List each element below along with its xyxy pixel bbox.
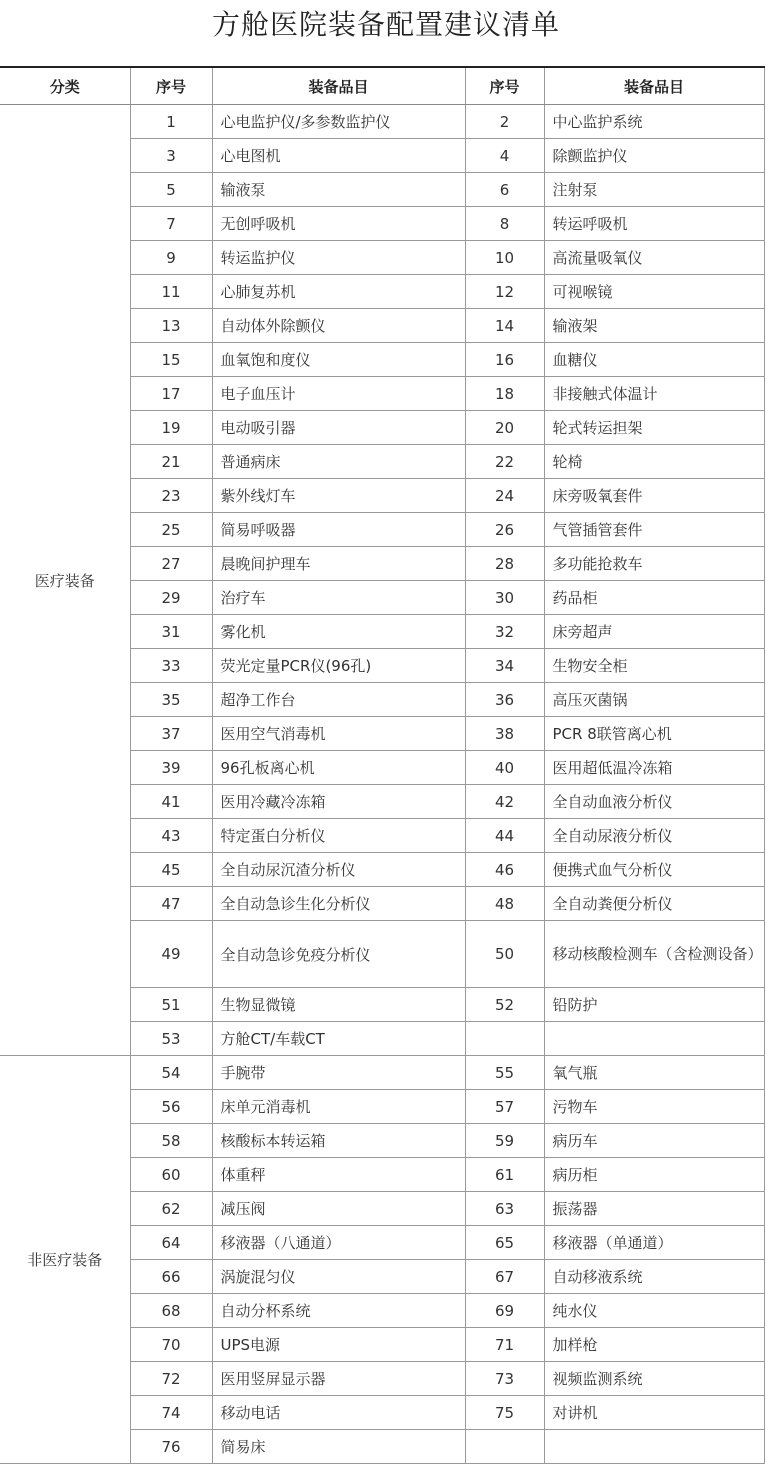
seq-a-cell: 68 (130, 1294, 212, 1328)
seq-a-cell: 51 (130, 988, 212, 1022)
item-b-cell: 床旁超声 (544, 615, 764, 649)
seq-a-cell: 66 (130, 1260, 212, 1294)
item-a-cell: 移动电话 (212, 1396, 465, 1430)
seq-a-cell: 31 (130, 615, 212, 649)
seq-a-cell: 62 (130, 1192, 212, 1226)
item-a-cell: 输液泵 (212, 173, 465, 207)
seq-a-cell: 35 (130, 683, 212, 717)
seq-a-cell: 70 (130, 1328, 212, 1362)
item-a-cell: 床单元消毒机 (212, 1090, 465, 1124)
item-b-cell: 气管插管套件 (544, 513, 764, 547)
item-b-cell: 铅防护 (544, 988, 764, 1022)
item-b-cell: 生物安全柜 (544, 649, 764, 683)
seq-b-cell: 8 (465, 207, 544, 241)
item-a-cell: 96孔板离心机 (212, 751, 465, 785)
seq-b-cell: 61 (465, 1158, 544, 1192)
seq-b-cell: 71 (465, 1328, 544, 1362)
seq-a-cell: 17 (130, 377, 212, 411)
seq-a-cell: 72 (130, 1362, 212, 1396)
item-b-cell: PCR 8联管离心机 (544, 717, 764, 751)
seq-a-cell: 64 (130, 1226, 212, 1260)
seq-b-cell: 65 (465, 1226, 544, 1260)
seq-b-cell: 14 (465, 309, 544, 343)
item-b-cell: 加样枪 (544, 1328, 764, 1362)
seq-a-cell: 54 (130, 1056, 212, 1090)
item-b-cell: 高压灭菌锅 (544, 683, 764, 717)
seq-b-cell: 48 (465, 887, 544, 921)
seq-b-cell: 32 (465, 615, 544, 649)
item-b-cell (544, 1022, 764, 1056)
item-b-cell: 全自动血液分析仪 (544, 785, 764, 819)
item-a-cell: 手腕带 (212, 1056, 465, 1090)
item-b-cell: 氧气瓶 (544, 1056, 764, 1090)
seq-b-cell: 44 (465, 819, 544, 853)
seq-b-cell: 24 (465, 479, 544, 513)
seq-a-cell: 39 (130, 751, 212, 785)
item-b-cell: 病历车 (544, 1124, 764, 1158)
seq-b-cell: 4 (465, 139, 544, 173)
item-a-cell: 超净工作台 (212, 683, 465, 717)
seq-b-cell: 40 (465, 751, 544, 785)
seq-b-cell: 59 (465, 1124, 544, 1158)
seq-a-cell: 37 (130, 717, 212, 751)
table-header-row (0, 67, 764, 105)
seq-a-cell: 43 (130, 819, 212, 853)
item-b-cell: 轮椅 (544, 445, 764, 479)
item-a-cell: 核酸标本转运箱 (212, 1124, 465, 1158)
item-b-cell: 视频监测系统 (544, 1362, 764, 1396)
seq-b-cell: 16 (465, 343, 544, 377)
seq-b-cell: 42 (465, 785, 544, 819)
seq-b-cell: 18 (465, 377, 544, 411)
seq-a-cell: 9 (130, 241, 212, 275)
seq-a-cell: 33 (130, 649, 212, 683)
item-b-cell: 轮式转运担架 (544, 411, 764, 445)
item-a-cell: 自动体外除颤仪 (212, 309, 465, 343)
item-b-cell: 血糖仪 (544, 343, 764, 377)
seq-a-cell: 53 (130, 1022, 212, 1056)
seq-b-cell: 73 (465, 1362, 544, 1396)
item-b-cell: 非接触式体温计 (544, 377, 764, 411)
item-b-cell: 便携式血气分析仪 (544, 853, 764, 887)
seq-a-cell: 3 (130, 139, 212, 173)
seq-b-cell: 36 (465, 683, 544, 717)
table-row (0, 1056, 764, 1090)
item-a-cell: 治疗车 (212, 581, 465, 615)
seq-b-cell (465, 1022, 544, 1056)
seq-b-cell: 52 (465, 988, 544, 1022)
item-a-cell: 涡旋混匀仪 (212, 1260, 465, 1294)
seq-b-cell: 2 (465, 105, 544, 139)
seq-b-cell: 20 (465, 411, 544, 445)
seq-b-cell: 55 (465, 1056, 544, 1090)
item-b-cell: 可视喉镜 (544, 275, 764, 309)
item-b-cell (544, 1430, 764, 1464)
seq-a-cell: 41 (130, 785, 212, 819)
seq-b-cell: 63 (465, 1192, 544, 1226)
seq-b-cell: 26 (465, 513, 544, 547)
item-b-cell: 全自动尿液分析仪 (544, 819, 764, 853)
item-a-cell: 特定蛋白分析仪 (212, 819, 465, 853)
item-b-cell: 床旁吸氧套件 (544, 479, 764, 513)
seq-a-cell: 21 (130, 445, 212, 479)
item-a-cell: 无创呼吸机 (212, 207, 465, 241)
seq-b-cell: 6 (465, 173, 544, 207)
seq-a-cell: 25 (130, 513, 212, 547)
equipment-table (0, 66, 765, 1464)
item-b-cell: 对讲机 (544, 1396, 764, 1430)
item-b-cell: 高流量吸氧仪 (544, 241, 764, 275)
item-b-cell: 移液器（单通道） (544, 1226, 764, 1260)
seq-a-cell: 19 (130, 411, 212, 445)
seq-b-cell (465, 1430, 544, 1464)
item-a-cell: 医用冷藏冷冻箱 (212, 785, 465, 819)
seq-a-cell: 74 (130, 1396, 212, 1430)
header-seq-b: 序号 (465, 67, 544, 105)
seq-a-cell: 29 (130, 581, 212, 615)
item-b-cell: 输液架 (544, 309, 764, 343)
seq-a-cell: 49 (130, 921, 212, 988)
item-a-cell: 自动分杯系统 (212, 1294, 465, 1328)
item-b-cell: 振荡器 (544, 1192, 764, 1226)
seq-a-cell: 45 (130, 853, 212, 887)
item-a-cell: 简易呼吸器 (212, 513, 465, 547)
item-b-cell: 污物车 (544, 1090, 764, 1124)
category-non-medical: 非医疗装备 (0, 1056, 130, 1464)
item-a-cell: 简易床 (212, 1430, 465, 1464)
item-b-cell: 药品柜 (544, 581, 764, 615)
table-row (0, 105, 764, 139)
item-b-cell: 中心监护系统 (544, 105, 764, 139)
item-a-cell: 医用空气消毒机 (212, 717, 465, 751)
item-a-cell: 晨晚间护理车 (212, 547, 465, 581)
header-item-b: 装备品目 (544, 67, 764, 105)
item-a-cell: 普通病床 (212, 445, 465, 479)
item-a-cell: 全自动尿沉渣分析仪 (212, 853, 465, 887)
seq-a-cell: 11 (130, 275, 212, 309)
item-b-cell: 自动移液系统 (544, 1260, 764, 1294)
item-b-cell: 纯水仪 (544, 1294, 764, 1328)
seq-b-cell: 46 (465, 853, 544, 887)
item-a-cell: 电动吸引器 (212, 411, 465, 445)
item-b-cell: 多功能抢救车 (544, 547, 764, 581)
item-a-cell: 体重秤 (212, 1158, 465, 1192)
seq-a-cell: 56 (130, 1090, 212, 1124)
item-a-cell: 心肺复苏机 (212, 275, 465, 309)
item-b-cell: 移动核酸检测车（含检测设备） (544, 921, 764, 988)
seq-a-cell: 7 (130, 207, 212, 241)
item-a-cell: 紫外线灯车 (212, 479, 465, 513)
item-a-cell: 方舱CT/车载CT (212, 1022, 465, 1056)
item-a-cell: 全自动急诊生化分析仪 (212, 887, 465, 921)
header-category: 分类 (0, 67, 130, 105)
item-a-cell: 生物显微镜 (212, 988, 465, 1022)
category-medical: 医疗装备 (0, 105, 130, 1056)
page-title: 方舱医院装备配置建议清单 (211, 8, 560, 41)
header-seq-a: 序号 (130, 67, 212, 105)
seq-b-cell: 10 (465, 241, 544, 275)
seq-b-cell: 28 (465, 547, 544, 581)
item-b-cell: 全自动粪便分析仪 (544, 887, 764, 921)
item-b-cell: 病历柜 (544, 1158, 764, 1192)
item-a-cell: UPS电源 (212, 1328, 465, 1362)
item-a-cell: 心电图机 (212, 139, 465, 173)
item-a-cell: 移液器（八通道） (212, 1226, 465, 1260)
seq-b-cell: 67 (465, 1260, 544, 1294)
item-b-cell: 转运呼吸机 (544, 207, 764, 241)
seq-a-cell: 1 (130, 105, 212, 139)
seq-b-cell: 34 (465, 649, 544, 683)
item-a-cell: 转运监护仪 (212, 241, 465, 275)
seq-a-cell: 47 (130, 887, 212, 921)
seq-a-cell: 5 (130, 173, 212, 207)
item-a-cell: 全自动急诊免疫分析仪 (212, 921, 465, 988)
seq-b-cell: 50 (465, 921, 544, 988)
item-b-cell: 医用超低温冷冻箱 (544, 751, 764, 785)
seq-a-cell: 23 (130, 479, 212, 513)
item-a-cell: 电子血压计 (212, 377, 465, 411)
seq-b-cell: 12 (465, 275, 544, 309)
seq-a-cell: 15 (130, 343, 212, 377)
seq-b-cell: 75 (465, 1396, 544, 1430)
item-a-cell: 减压阀 (212, 1192, 465, 1226)
seq-b-cell: 38 (465, 717, 544, 751)
item-a-cell: 心电监护仪/多参数监护仪 (212, 105, 465, 139)
item-a-cell: 荧光定量PCR仪(96孔) (212, 649, 465, 683)
item-b-cell: 注射泵 (544, 173, 764, 207)
header-item-a: 装备品目 (212, 67, 465, 105)
seq-a-cell: 13 (130, 309, 212, 343)
seq-a-cell: 27 (130, 547, 212, 581)
seq-a-cell: 58 (130, 1124, 212, 1158)
seq-b-cell: 57 (465, 1090, 544, 1124)
item-b-cell: 除颤监护仪 (544, 139, 764, 173)
seq-b-cell: 69 (465, 1294, 544, 1328)
seq-a-cell: 60 (130, 1158, 212, 1192)
item-a-cell: 雾化机 (212, 615, 465, 649)
item-a-cell: 血氧饱和度仪 (212, 343, 465, 377)
seq-a-cell: 76 (130, 1430, 212, 1464)
seq-b-cell: 30 (465, 581, 544, 615)
item-a-cell: 医用竖屏显示器 (212, 1362, 465, 1396)
seq-b-cell: 22 (465, 445, 544, 479)
